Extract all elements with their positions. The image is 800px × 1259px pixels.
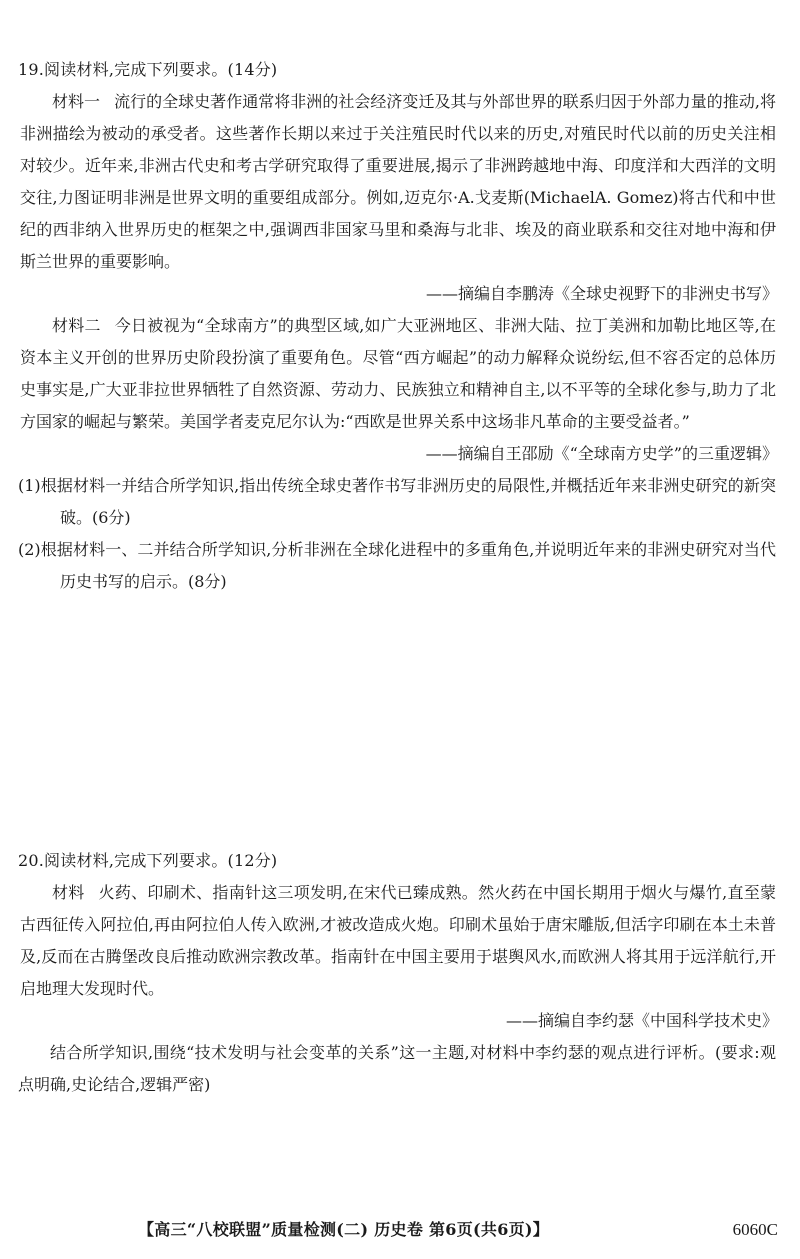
- material-2-text: 今日被视为“全球南方”的典型区域,如广大亚洲地区、非洲大陆、拉丁美洲和加勒比地区等,在资本主义开创的世界历史阶段扮演了重要角色。尽管“西方崛起”的动力解释众说纷纭,但不容否定的总体历史事实是,广大亚非拉世界牺牲了自然资源、劳动力、民族独立和精神自主,以不平等的全球化参与,助力了北方国家的崛起与繁荣。美国学者麦克尼尔认为:“西欧是世界关系中这场非凡革命的主要受益者。”: [20, 316, 776, 431]
- material-2-label: 材料二: [52, 316, 101, 335]
- question-20-task: 结合所学知识,围绕“技术发明与社会变革的关系”这一主题,对材料中李约瑟的观点进行评析。(要求:观点明确,史论结合,逻辑严密): [18, 1043, 776, 1094]
- material-2: [18, 310, 788, 438]
- material: [18, 877, 788, 1005]
- sub-question-1: (1)根据材料一并结合所学知识,指出传统全球史著作书写非洲历史的局限性,并概括近年来非洲史研究的新突破。(6分): [18, 476, 776, 527]
- footer-exam-info: 【高三“八校联盟”质量检测(二) 历史卷 第6页(共6页)】: [138, 1220, 550, 1239]
- material-1-source: ——摘编自李鹏涛《全球史视野下的非洲史书写》: [425, 284, 778, 303]
- material-label: 材料: [52, 883, 85, 902]
- material-1-label: 材料一: [52, 92, 101, 111]
- question-20: [18, 845, 788, 1101]
- question-19: [18, 54, 788, 598]
- material-text: 火药、印刷术、指南针这三项发明,在宋代已臻成熟。然火药在中国长期用于烟火与爆竹,直至蒙古西征传入阿拉伯,再由阿拉伯人传入欧洲,才被改造成火炮。印刷术虽始于唐宋雕版,但活字印刷在本土未普及,反而在古腾堡改良后推动欧洲宗教改革。指南针在中国主要用于堪舆风水,而欧洲人将其用于远洋航行,开启地理大发现时代。: [20, 883, 776, 998]
- material-source: ——摘编自李约瑟《中国科学技术史》: [505, 1011, 778, 1030]
- question-19-title: 19.阅读材料,完成下列要求。(14分): [18, 60, 278, 79]
- material-1: [18, 86, 788, 278]
- material-2-source: ——摘编自王邵励《“全球南方史学”的三重逻辑》: [425, 444, 778, 463]
- page-footer: [0, 1215, 800, 1245]
- footer-code: 6060C: [732, 1220, 778, 1239]
- question-20-title: 20.阅读材料,完成下列要求。(12分): [18, 851, 278, 870]
- sub-question-2: (2)根据材料一、二并结合所学知识,分析非洲在全球化进程中的多重角色,并说明近年来的非洲史研究对当代历史书写的启示。(8分): [18, 540, 776, 591]
- material-1-text: 流行的全球史著作通常将非洲的社会经济变迁及其与外部世界的联系归因于外部力量的推动,将非洲描绘为被动的承受者。这些著作长期以来过于关注殖民时代以来的历史,对殖民时代以前的历史关注相对较少。近年来,非洲古代史和考古学研究取得了重要进展,揭示了非洲跨越地中海、印度洋和大西洋的文明交往,力图证明非洲是世界文明的重要组成部分。例如,迈克尔·A.戈麦斯(MichaelA. Gomez)将古代和中世纪的西非纳入世界历史的框架之中,强调西非国家马里和桑海与北非、埃及的商业联系和交往对地中海和伊斯兰世界的重要影响。: [20, 92, 776, 271]
